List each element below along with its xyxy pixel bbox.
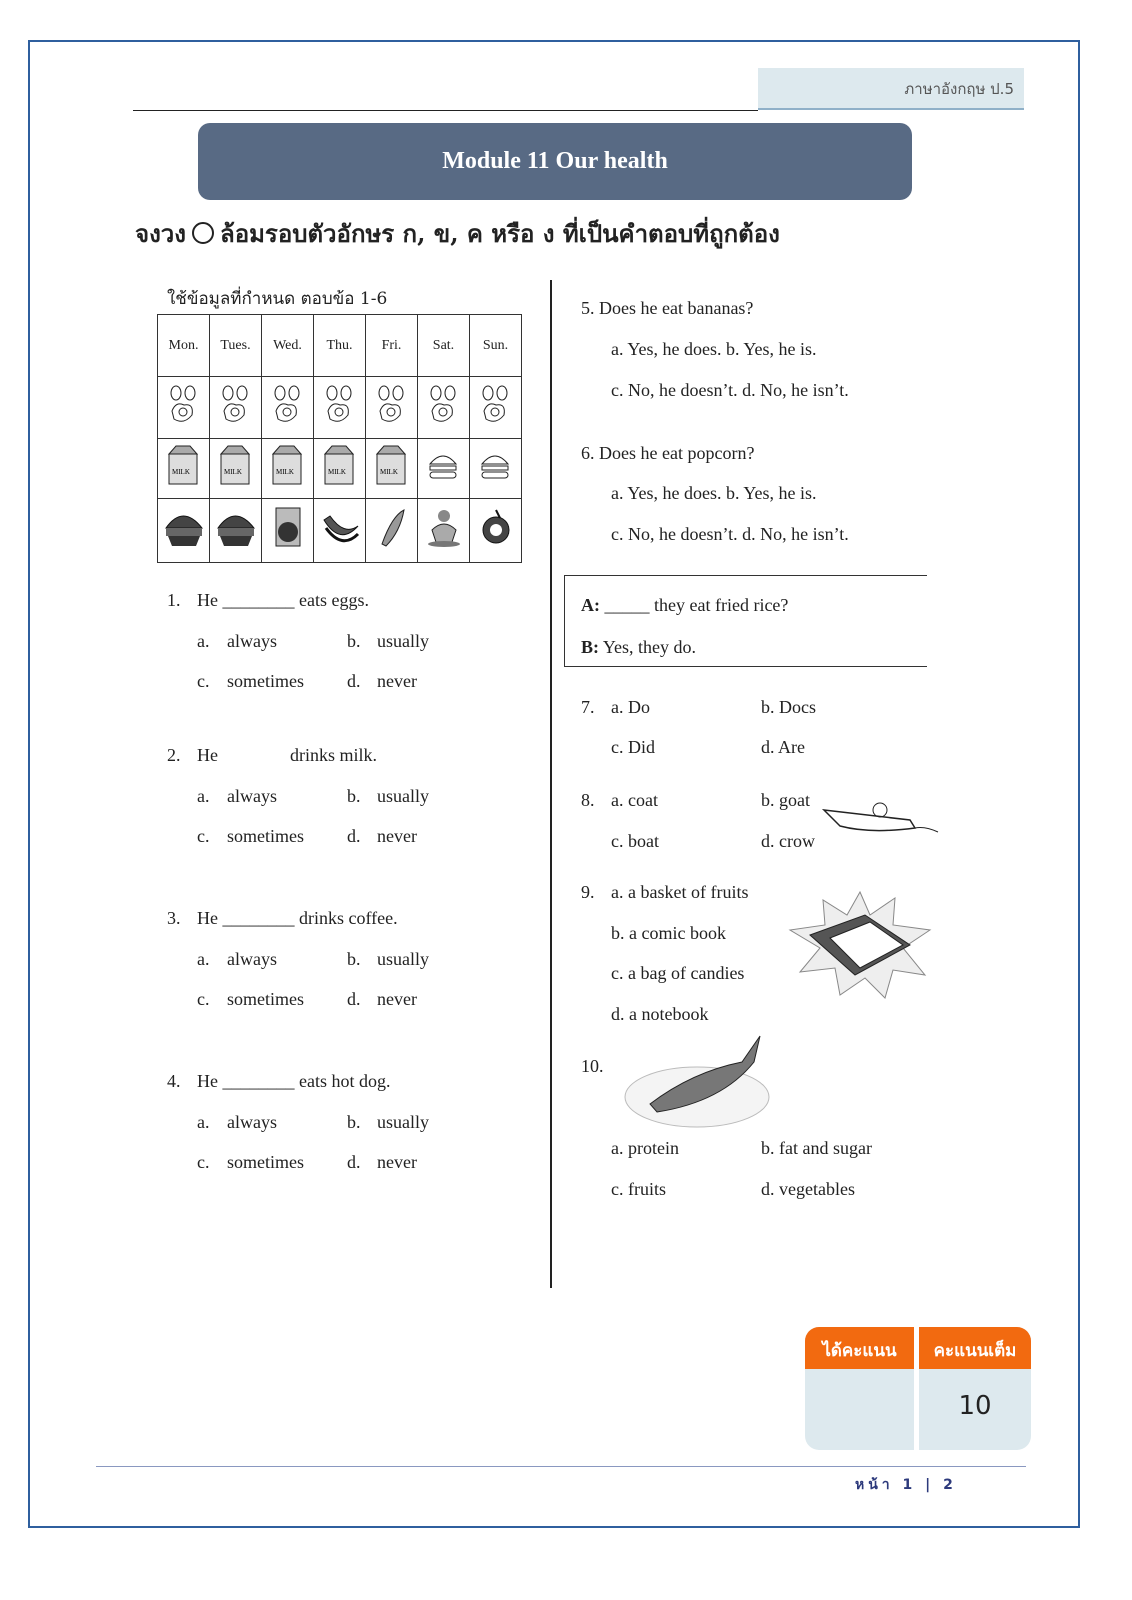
milk-icon	[216, 444, 256, 488]
q8-b[interactable]: b. goat	[761, 790, 810, 810]
circle-icon	[192, 222, 214, 244]
q4-d: d.	[347, 1152, 361, 1172]
page-border	[28, 40, 1080, 1528]
q2-d: d.	[347, 826, 361, 846]
q4-a: a.	[197, 1112, 210, 1132]
table-cell	[262, 499, 314, 563]
q7-num: 7.	[581, 697, 595, 717]
table-cell	[314, 439, 366, 499]
table-cell	[158, 439, 210, 499]
q2-d-t[interactable]: never	[377, 826, 417, 846]
q2-num: 2.	[167, 745, 181, 765]
q3-c: c.	[197, 989, 210, 1009]
q1-c-t[interactable]: sometimes	[227, 671, 304, 691]
q5-options-1: a. Yes, he does. b. Yes, he is.	[611, 339, 817, 359]
fish-image	[622, 1032, 772, 1132]
table-cell	[470, 439, 522, 499]
q7-a[interactable]: a. Do	[611, 697, 650, 717]
q10-d[interactable]: d. vegetables	[761, 1179, 855, 1199]
q10-num: 10.	[581, 1056, 604, 1076]
table-cell	[158, 499, 210, 563]
q3-b: b.	[347, 949, 361, 969]
q5-options-2: c. No, he doesn’t. d. No, he isn’t.	[611, 380, 849, 400]
q8-c[interactable]: c. boat	[611, 831, 659, 851]
table-cell	[366, 439, 418, 499]
hamburger-icon	[216, 506, 256, 550]
q3-d-t[interactable]: never	[377, 989, 417, 1009]
table-cell	[366, 377, 418, 439]
svg-text:MILK: MILK	[275, 468, 294, 476]
q3-c-t[interactable]: sometimes	[227, 989, 304, 1009]
score-full-label: คะแนนเต็ม	[919, 1327, 1031, 1369]
svg-text:MILK: MILK	[223, 468, 242, 476]
fish-icon	[372, 506, 412, 550]
egg-icon	[268, 383, 308, 427]
q2-a-t[interactable]: always	[227, 786, 277, 806]
q4-b-t[interactable]: usually	[377, 1112, 429, 1132]
burger-icon	[424, 444, 464, 488]
q1-d: d.	[347, 671, 361, 691]
day-header: Wed.	[262, 315, 314, 377]
dialog-b-text: Yes, they do.	[599, 637, 697, 657]
day-header: Sat.	[418, 315, 470, 377]
q2-b: b.	[347, 786, 361, 806]
score-full	[919, 1327, 1031, 1450]
q3-b-t[interactable]: usually	[377, 949, 429, 969]
q1-c: c.	[197, 671, 210, 691]
ice-cream-icon	[424, 506, 464, 550]
speaker-b: B:	[581, 637, 599, 657]
table-cell	[158, 377, 210, 439]
q10-a[interactable]: a. protein	[611, 1138, 679, 1158]
table-cell	[210, 499, 262, 563]
boat-image	[820, 790, 942, 840]
dialog-a	[581, 595, 788, 616]
score-box	[805, 1327, 1031, 1450]
q7-d[interactable]: d. Are	[761, 737, 805, 757]
q6-stem: 6. Does he eat popcorn?	[581, 443, 755, 463]
q3-num: 3.	[167, 908, 181, 928]
egg-icon	[476, 383, 516, 427]
header-rule	[133, 110, 758, 111]
page-number: หน้า 1 | 2	[855, 1477, 957, 1493]
q3-d: d.	[347, 989, 361, 1009]
apple-icon	[268, 506, 308, 550]
table-caption: ใช้ข้อมูลที่กำหนด ตอบข้อ 1-6	[167, 289, 388, 309]
q8-d[interactable]: d. crow	[761, 831, 815, 851]
dialog-a-text: _____ they eat fried rice?	[600, 595, 789, 615]
q2-a: a.	[197, 786, 210, 806]
day-header: Fri.	[366, 315, 418, 377]
q2-c-t[interactable]: sometimes	[227, 826, 304, 846]
column-divider	[550, 280, 552, 1288]
q9-b[interactable]: b. a comic book	[611, 923, 726, 943]
q1-b-t[interactable]: usually	[377, 631, 429, 651]
instruction-pre: จงวง	[135, 219, 186, 248]
q9-c[interactable]: c. a bag of candies	[611, 963, 745, 983]
q4-stem: He ________ eats hot dog.	[197, 1071, 391, 1091]
dialog-b	[581, 637, 696, 658]
table-cell	[210, 377, 262, 439]
q4-b: b.	[347, 1112, 361, 1132]
svg-text:MILK: MILK	[327, 468, 346, 476]
egg-icon	[424, 383, 464, 427]
q8-a[interactable]: a. coat	[611, 790, 658, 810]
q4-c-t[interactable]: sometimes	[227, 1152, 304, 1172]
speaker-a: A:	[581, 595, 600, 615]
q3-a: a.	[197, 949, 210, 969]
q4-num: 4.	[167, 1071, 181, 1091]
day-header: Tues.	[210, 315, 262, 377]
cake-icon	[476, 506, 516, 550]
q1-num: 1.	[167, 590, 181, 610]
hamburger-icon	[164, 506, 204, 550]
egg-icon	[164, 383, 204, 427]
table-cell	[262, 439, 314, 499]
table-cell	[210, 439, 262, 499]
egg-icon	[372, 383, 412, 427]
q10-b[interactable]: b. fat and sugar	[761, 1138, 872, 1158]
q2-c: c.	[197, 826, 210, 846]
day-header: Mon.	[158, 315, 210, 377]
milk-icon	[320, 444, 360, 488]
day-header: Thu.	[314, 315, 366, 377]
q1-stem: He ________ eats eggs.	[197, 590, 369, 610]
footer-rule	[96, 1466, 1026, 1467]
q6-options-2: c. No, he doesn’t. d. No, he isn’t.	[611, 524, 849, 544]
q9-d[interactable]: d. a notebook	[611, 1004, 709, 1024]
q2-b-t[interactable]: usually	[377, 786, 429, 806]
bananas-icon	[320, 506, 360, 550]
q7-c[interactable]: c. Did	[611, 737, 655, 757]
q9-a[interactable]: a. a basket of fruits	[611, 882, 749, 902]
day-header: Sun.	[470, 315, 522, 377]
table-cell	[366, 499, 418, 563]
score-got	[805, 1327, 914, 1450]
egg-icon	[216, 383, 256, 427]
table-cell	[262, 377, 314, 439]
q6-options-1: a. Yes, he does. b. Yes, he is.	[611, 483, 817, 503]
q10-c[interactable]: c. fruits	[611, 1179, 666, 1199]
q3-a-t[interactable]: always	[227, 949, 277, 969]
burger-icon	[476, 444, 516, 488]
q1-d-t[interactable]: never	[377, 671, 417, 691]
subject-label: ภาษาอังกฤษ ป.5	[758, 68, 1024, 110]
milk-icon	[164, 444, 204, 488]
q1-b: b.	[347, 631, 361, 651]
egg-icon	[320, 383, 360, 427]
instruction-post: ล้อมรอบตัวอักษร ก, ข, ค หรือ ง ที่เป็นคำตอบที่ถูกต้อง	[219, 219, 780, 248]
table-cell	[418, 439, 470, 499]
q4-d-t[interactable]: never	[377, 1152, 417, 1172]
svg-text:MILK: MILK	[379, 468, 398, 476]
milk-icon	[268, 444, 308, 488]
module-title: Module 11 Our health	[198, 123, 912, 200]
q4-a-t[interactable]: always	[227, 1112, 277, 1132]
q1-a: a.	[197, 631, 210, 651]
score-got-label: ได้คะแนน	[805, 1327, 914, 1369]
notebook-image	[785, 890, 935, 1000]
table-cell	[418, 499, 470, 563]
q1-a-t[interactable]: always	[227, 631, 277, 651]
q2-stem: He drinks milk.	[197, 745, 377, 765]
score-full-value: 10	[958, 1391, 992, 1421]
table-cell	[418, 377, 470, 439]
schedule-table	[157, 314, 522, 563]
q9-num: 9.	[581, 882, 595, 902]
svg-text:MILK: MILK	[171, 468, 190, 476]
table-cell	[314, 499, 366, 563]
q5-stem: 5. Does he eat bananas?	[581, 298, 754, 318]
table-cell	[470, 377, 522, 439]
q7-b[interactable]: b. Docs	[761, 697, 816, 717]
q8-num: 8.	[581, 790, 595, 810]
q3-stem: He ________ drinks coffee.	[197, 908, 398, 928]
milk-icon	[372, 444, 412, 488]
instruction	[135, 214, 780, 253]
table-cell	[314, 377, 366, 439]
table-cell	[470, 499, 522, 563]
q4-c: c.	[197, 1152, 210, 1172]
